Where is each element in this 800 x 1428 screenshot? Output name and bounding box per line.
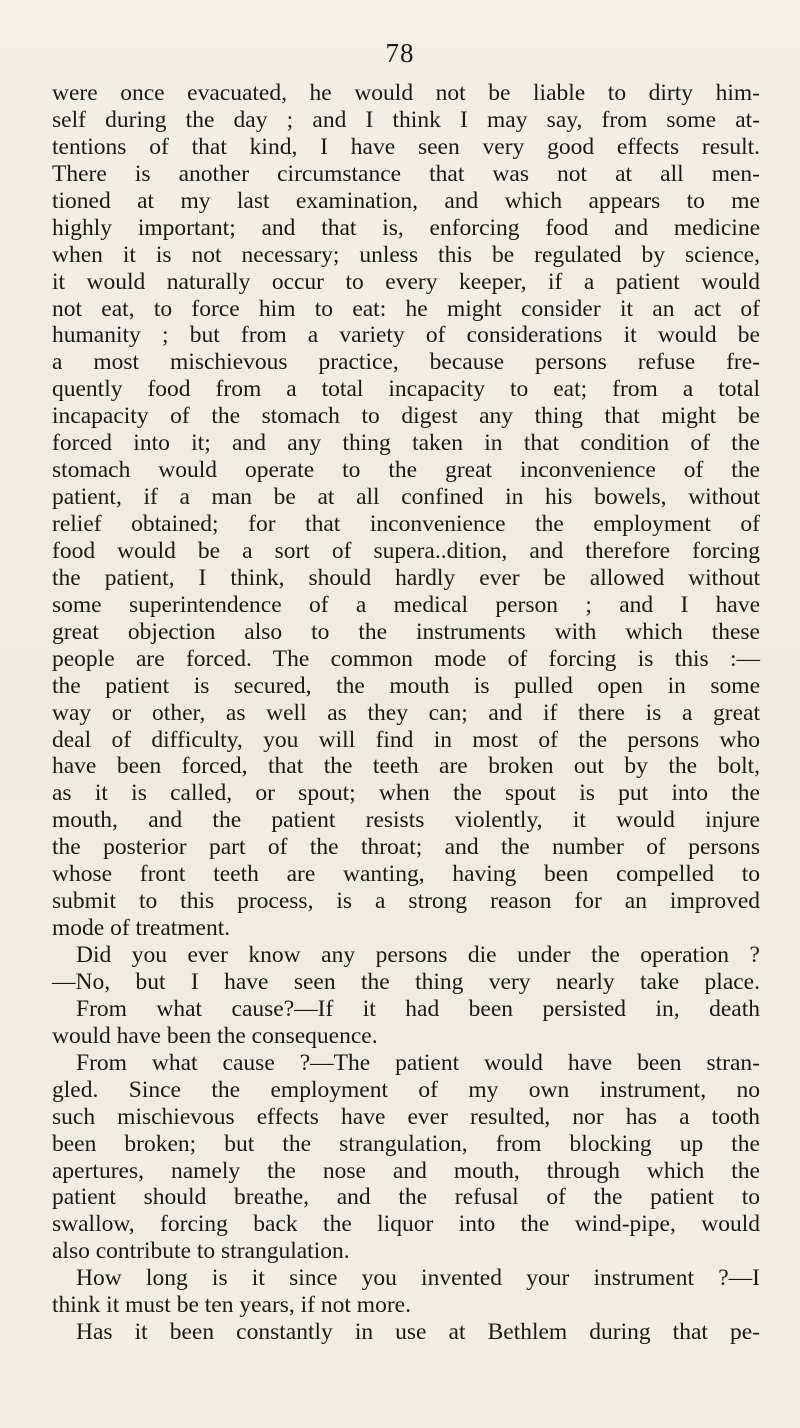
body-text	[52, 80, 760, 1346]
text-line: quently food from a total incapacity to eat; from a total	[52, 376, 760, 403]
text-line: way or other, as well as they can; and if there is a great	[52, 699, 760, 726]
text-line: tioned at my last examination, and which appears to me	[52, 187, 760, 214]
page-number: 78	[385, 38, 415, 68]
text-line: deal of difficulty, you will find in most of the persons who	[52, 726, 760, 753]
text-line: patient, if a man be at all confined in his bowels, without	[52, 484, 760, 511]
text-line: submit to this process, is a strong reason for an improved	[52, 888, 760, 915]
text-line: humanity ; but from a variety of considerations it would be	[52, 322, 760, 349]
text-line: the posterior part of the throat; and the number of persons	[52, 834, 760, 861]
text-line: some superintendence of a medical person ; and I have	[52, 591, 760, 618]
text-line: have been forced, that the teeth are broken out by the bolt,	[52, 753, 760, 780]
text-line: Did you ever know any persons die under the operation ?	[76, 942, 760, 968]
text-line: the patient, I think, should hardly ever be allowed without	[52, 564, 760, 591]
text-line: it would naturally occur to every keeper, if a patient would	[52, 268, 760, 295]
text-line: patient should breathe, and the refusal of the patient to	[52, 1184, 760, 1211]
text-line: self during the day ; and I think I may say, from some at-	[52, 106, 760, 133]
text-line: mode of treatment.	[52, 915, 231, 942]
text-line: incapacity of the stomach to digest any thing that might be	[52, 403, 760, 430]
text-line: tentions of that kind, I have seen very good effects result.	[52, 133, 760, 160]
text-line: people are forced. The common mode of forcing is this :—	[52, 645, 760, 672]
text-line: whose front teeth are wanting, having been compelled to	[52, 861, 760, 888]
text-line: forced into it; and any thing taken in that condition of the	[52, 430, 760, 457]
text-line: relief obtained; for that inconvenience the employment of	[52, 511, 760, 537]
text-line: also contribute to strangulation.	[52, 1238, 350, 1265]
text-line: food would be a sort of supera..dition, and therefore forcing	[52, 537, 760, 564]
text-line: apertures, namely the nose and mouth, through which the	[52, 1157, 760, 1184]
text-line: as it is called, or spout; when the spout is put into the	[52, 780, 760, 807]
text-line: —No, but I have seen the thing very nearly take place.	[52, 968, 760, 995]
text-line: the patient is secured, the mouth is pulled open in some	[52, 672, 760, 699]
text-line: There is another circumstance that was not at all men-	[52, 160, 760, 187]
text-line: stomach would operate to the great inconvenience of the	[52, 457, 760, 484]
text-line: a most mischievous practice, because persons refuse fre-	[52, 349, 760, 376]
text-line: From what cause?—If it had been persisted in, death	[76, 995, 760, 1022]
text-line: been broken; but the strangulation, from blocking up the	[52, 1130, 760, 1157]
text-line: From what cause ?—The patient would have been stran-	[76, 1049, 760, 1076]
text-line: How long is it since you invented your instrument ?—I	[76, 1265, 760, 1292]
text-line: think it must be ten years, if not more.	[52, 1292, 411, 1319]
text-line: not eat, to force him to eat: he might consider it an act of	[52, 295, 760, 322]
text-line: when it is not necessary; unless this be regulated by science,	[52, 241, 760, 268]
text-line: such mischievous effects have ever resulted, nor has a tooth	[52, 1103, 760, 1130]
text-line: were once evacuated, he would not be liable to dirty him-	[52, 80, 760, 106]
text-line: would have been the consequence.	[52, 1022, 378, 1049]
text-line: highly important; and that is, enforcing food and medicine	[52, 214, 760, 241]
text-line: mouth, and the patient resists violently, it would injure	[52, 807, 760, 834]
text-line: swallow, forcing back the liquor into the wind-pipe, would	[52, 1211, 760, 1238]
text-line: Has it been constantly in use at Bethlem during that pe-	[76, 1319, 760, 1346]
text-line: great objection also to the instruments with which these	[52, 618, 760, 645]
text-line: gled. Since the employment of my own instrument, no	[52, 1076, 760, 1103]
